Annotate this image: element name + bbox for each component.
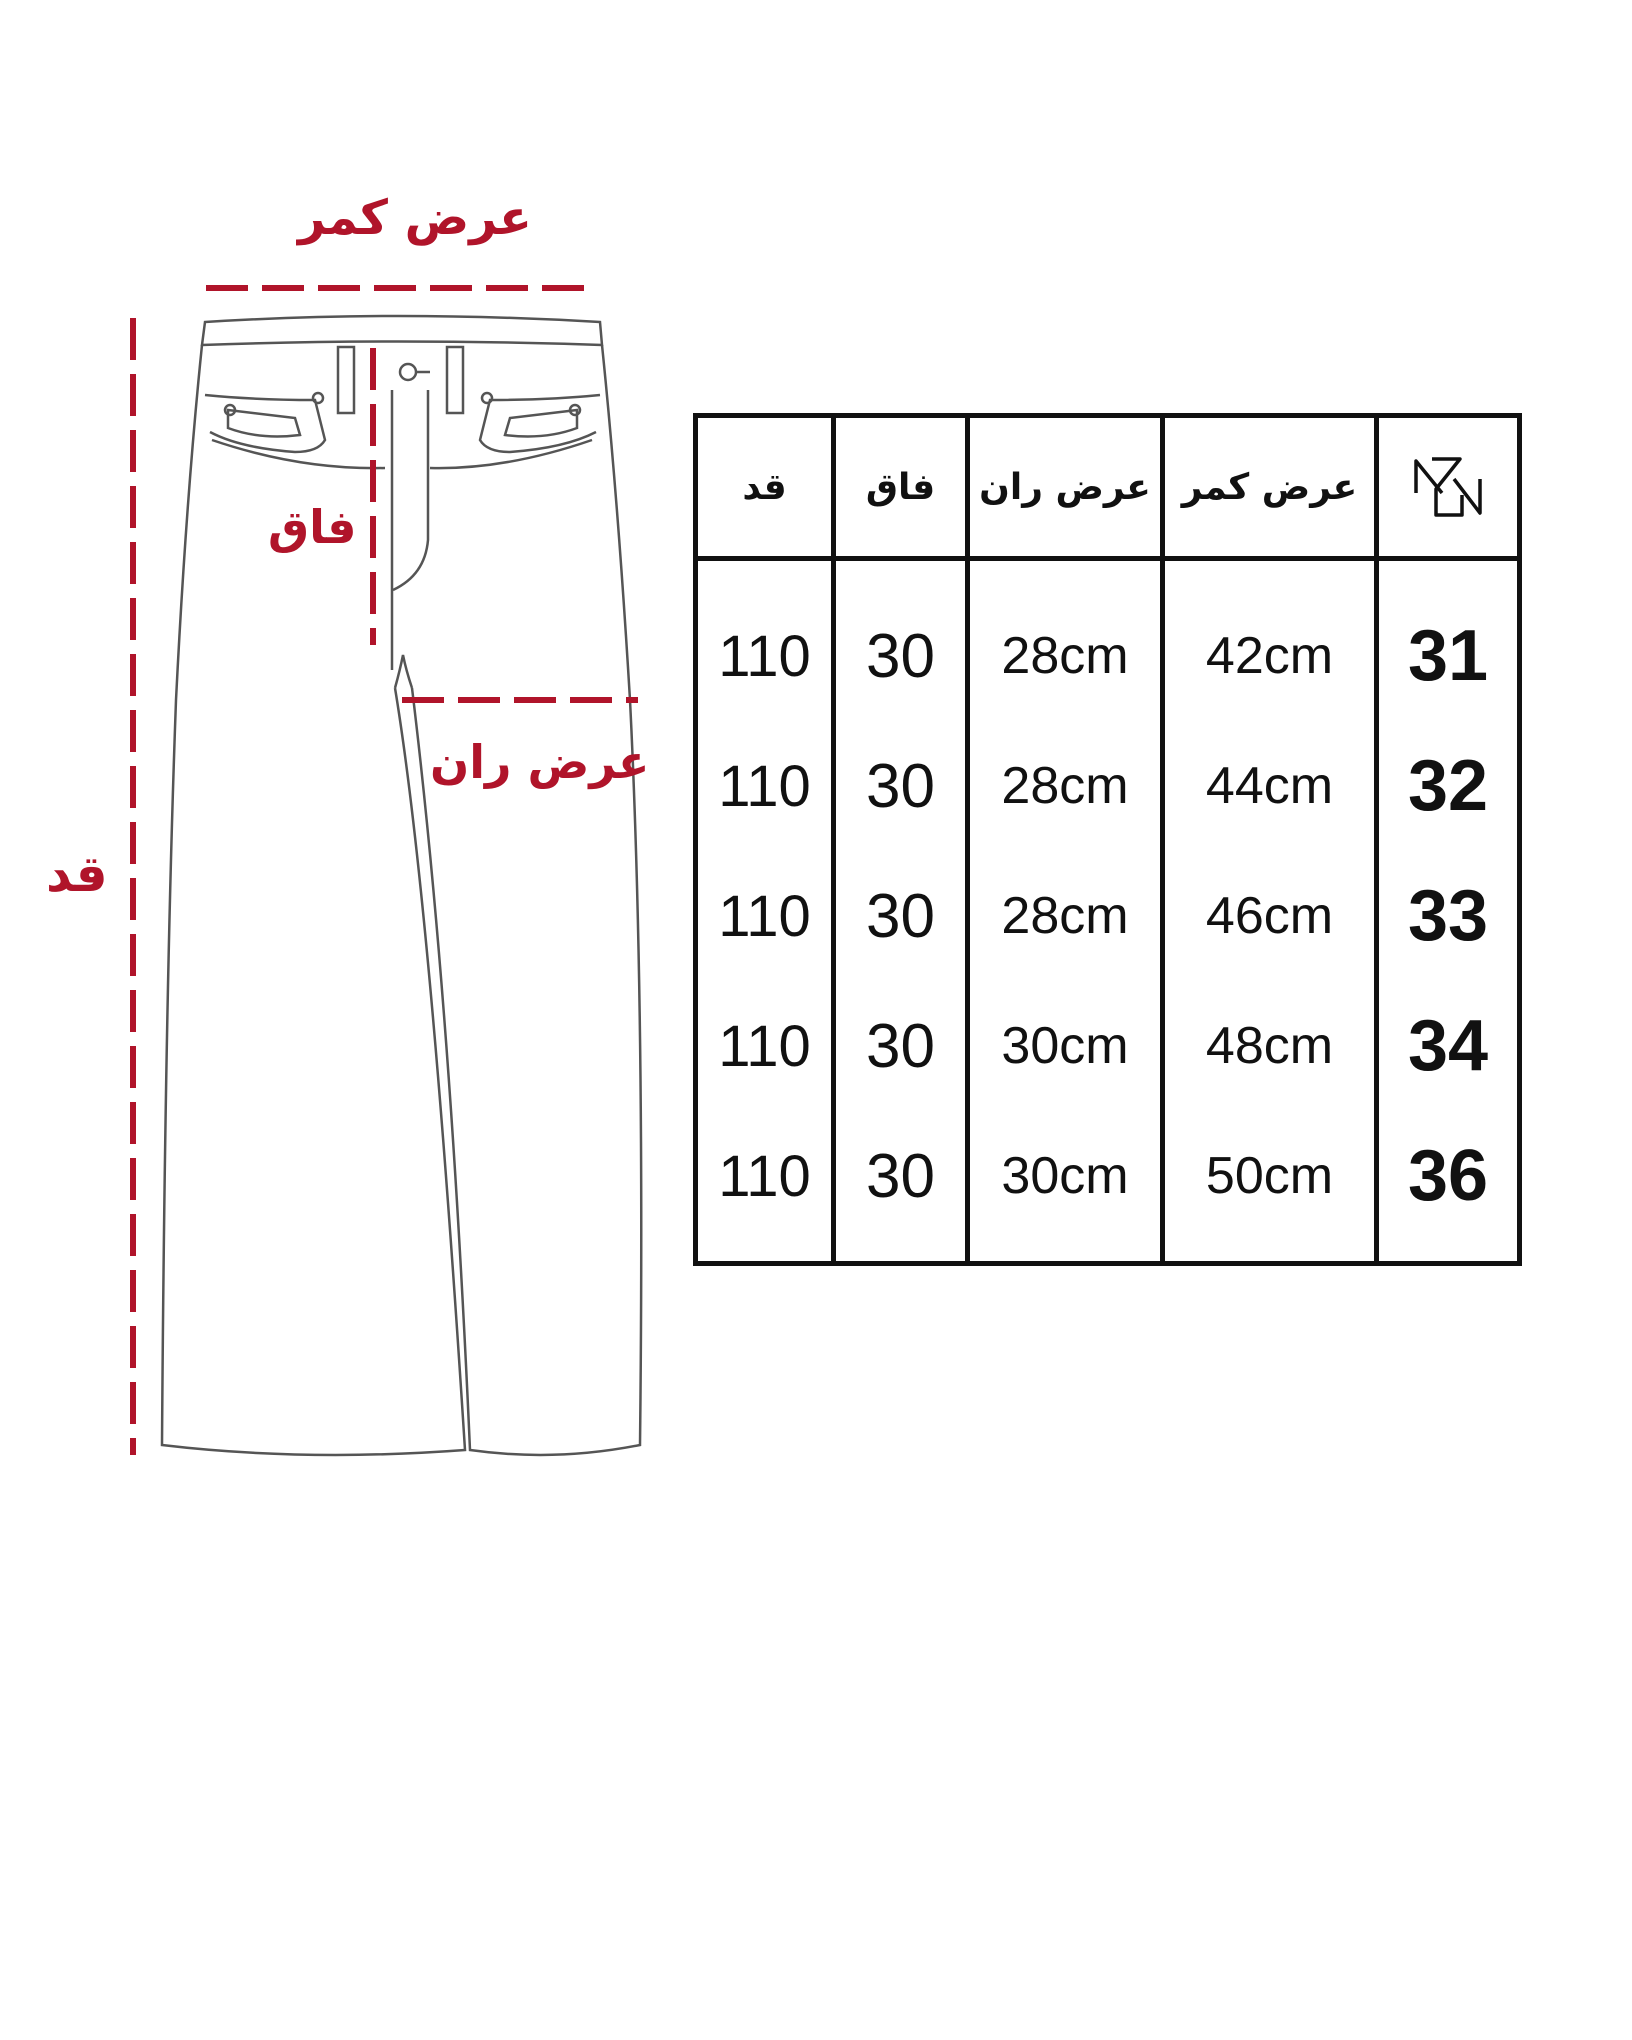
length-label: قد bbox=[46, 845, 108, 903]
cell-length: 110 bbox=[696, 981, 834, 1111]
cell-rise: 30 bbox=[834, 851, 968, 981]
cell-waist: 44cm bbox=[1163, 721, 1377, 851]
cell-thigh: 28cm bbox=[968, 851, 1163, 981]
thigh-label: عرض ران bbox=[430, 735, 650, 789]
header-length: قد bbox=[696, 416, 834, 559]
cell-waist: 50cm bbox=[1163, 1111, 1377, 1264]
cell-size: 32 bbox=[1377, 721, 1520, 851]
cell-rise: 30 bbox=[834, 981, 968, 1111]
cell-size: 33 bbox=[1377, 851, 1520, 981]
header-logo-cell bbox=[1377, 416, 1520, 559]
pants-outline bbox=[162, 316, 641, 1455]
cell-waist: 46cm bbox=[1163, 851, 1377, 981]
brand-monogram-icon bbox=[1408, 449, 1488, 525]
table-header-row bbox=[696, 416, 1520, 559]
cell-thigh: 28cm bbox=[968, 559, 1163, 722]
table-row bbox=[696, 559, 1520, 722]
cell-length: 110 bbox=[696, 851, 834, 981]
cell-size: 36 bbox=[1377, 1111, 1520, 1264]
size-chart-table bbox=[693, 413, 1522, 1266]
cell-thigh: 28cm bbox=[968, 721, 1163, 851]
cell-waist: 48cm bbox=[1163, 981, 1377, 1111]
header-thigh: عرض ران bbox=[968, 416, 1163, 559]
table-row bbox=[696, 981, 1520, 1111]
cell-size: 34 bbox=[1377, 981, 1520, 1111]
waist-label: عرض کمر bbox=[298, 190, 532, 246]
cell-size: 31 bbox=[1377, 559, 1520, 722]
cell-waist: 42cm bbox=[1163, 559, 1377, 722]
cell-rise: 30 bbox=[834, 721, 968, 851]
cell-length: 110 bbox=[696, 721, 834, 851]
cell-length: 110 bbox=[696, 1111, 834, 1264]
header-waist: عرض کمر bbox=[1163, 416, 1377, 559]
table-row bbox=[696, 1111, 1520, 1264]
cell-thigh: 30cm bbox=[968, 1111, 1163, 1264]
table-row bbox=[696, 721, 1520, 851]
measure-guides bbox=[133, 288, 638, 1455]
table-row bbox=[696, 851, 1520, 981]
cell-length: 110 bbox=[696, 559, 834, 722]
cell-thigh: 30cm bbox=[968, 981, 1163, 1111]
cell-rise: 30 bbox=[834, 559, 968, 722]
rise-label: فاق bbox=[268, 500, 357, 554]
header-rise: فاق bbox=[834, 416, 968, 559]
cell-rise: 30 bbox=[834, 1111, 968, 1264]
